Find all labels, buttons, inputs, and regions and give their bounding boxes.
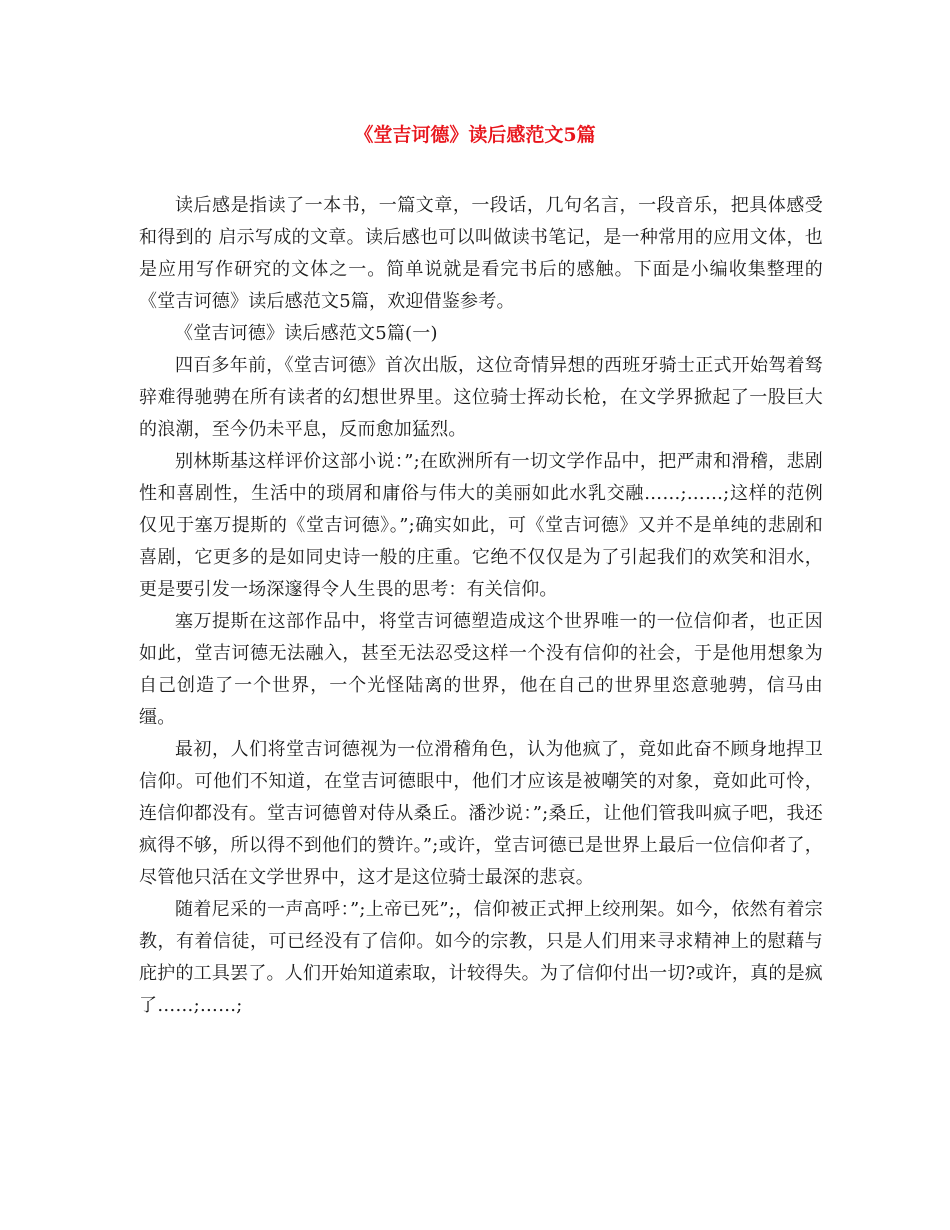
paragraph-intro: 读后感是指读了一本书，一篇文章，一段话，几句名言，一段音乐，把具体感受和得到的 启示写成的文章。读后感也可以叫做读书笔记，是一种常用的应用文体，也是应用写作研究的文体之一。简单说就是看完书后的感触。下面是小编收集整理的《堂吉诃德》读后感范文5篇，欢迎借鉴参考。 [139, 195, 823, 312]
section-heading: 《堂吉诃德》读后感范文5篇(一) [175, 323, 438, 344]
paragraph: 最初，人们将堂吉诃德视为一位滑稽角色，认为他疯了，竟如此奋不顾身地捍卫信仰。可他们不知道，在堂吉诃德眼中，他们才应该是被嘲笑的对象，竟如此可怜，连信仰都没有。堂吉诃德曾对侍从桑丘。潘沙说：”;桑丘，让他们管我叫疯子吧，我还疯得不够，所以得不到他们的赞许。”;或许，堂吉诃德已是世界上最后一位信仰者了，尽管他只活在文学世界中，这才是这位骑士最深的悲哀。 [139, 739, 823, 888]
paragraph: 随着尼采的一声高呼：”;上帝已死”;，信仰被正式押上绞刑架。如今，依然有着宗教，有着信徒，可已经没有了信仰。如今的宗教，只是人们用来寻求精神上的慰藉与庇护的工具罢了。人们开始知道索取，计较得失。为了信仰付出一切?或许，真的是疯了……;……; [139, 899, 823, 1016]
document-title: 《堂吉诃德》读后感范文5篇 [354, 124, 596, 146]
paragraph: 别林斯基这样评价这部小说：”;在欧洲所有一切文学作品中，把严肃和滑稽，悲剧性和喜剧性，生活中的琐屑和庸俗与伟大的美丽如此水乳交融……;……;这样的范例仅见于塞万提斯的《堂吉诃德》。”;确实如此，可《堂吉诃德》又并不是单纯的悲剧和喜剧，它更多的是如同史诗一般的庄重。它绝不仅仅是为了引起我们的欢笑和泪水，更是要引发一场深邃得令人生畏的思考：有关信仰。 [139, 451, 823, 600]
paragraph: 四百多年前，《堂吉诃德》首次出版，这位奇情异想的西班牙骑士正式开始驾着驽骍难得驰骋在所有读者的幻想世界里。这位骑士挥动长枪，在文学界掀起了一股巨大的浪潮，至今仍未平息，反而愈加猛烈。 [139, 355, 823, 440]
document-body [139, 190, 823, 1022]
paragraph: 塞万提斯在这部作品中，将堂吉诃德塑造成这个世界唯一的一位信仰者，也正因如此，堂吉诃德无法融入，甚至无法忍受这样一个没有信仰的社会，于是他用想象为自己创造了一个世界，一个光怪陆离的世界，他在自己的世界里恣意驰骋，信马由缰。 [139, 611, 823, 728]
